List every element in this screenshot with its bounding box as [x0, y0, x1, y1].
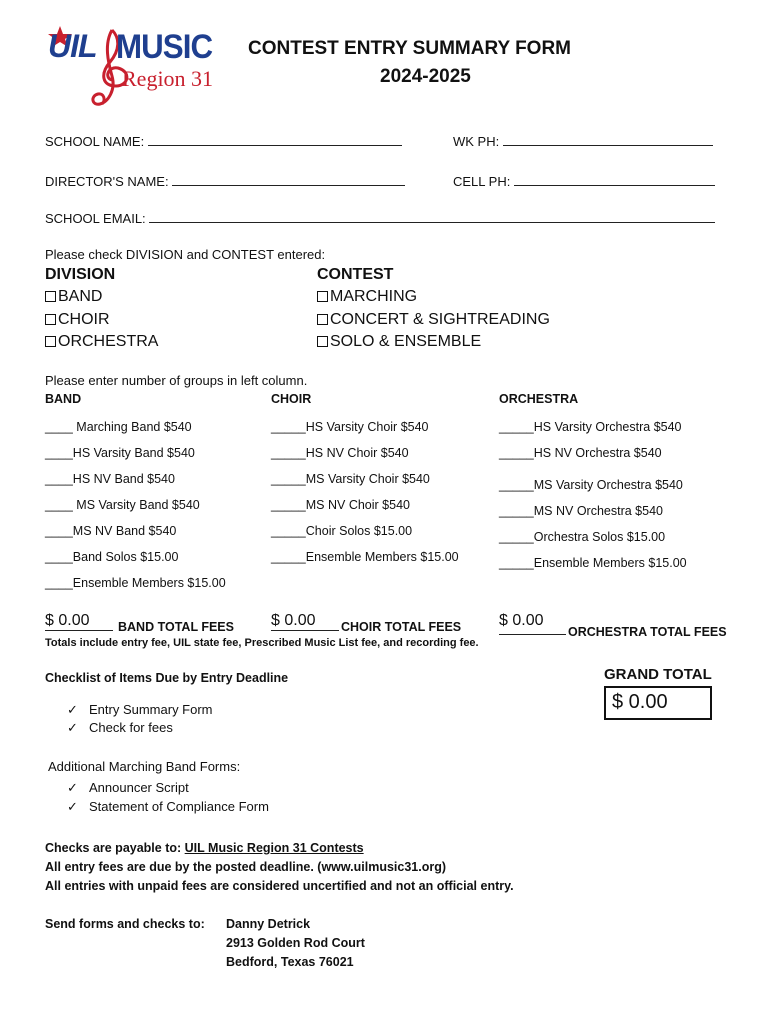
cell-ph-row: [453, 173, 715, 189]
division-option-band[interactable]: [45, 287, 102, 307]
checkbox[interactable]: [317, 314, 328, 325]
division-heading: DIVISION: [45, 266, 116, 283]
directors-name-input[interactable]: [172, 173, 405, 186]
school-email-row: [45, 210, 715, 226]
orchestra-fee-item[interactable]: _____Ensemble Members $15.00: [499, 556, 687, 570]
division-option-orchestra[interactable]: [45, 332, 158, 352]
band-fee-item[interactable]: ____Band Solos $15.00: [45, 550, 179, 564]
band-total-field[interactable]: [45, 612, 113, 631]
band-fee-item[interactable]: ____MS NV Band $540: [45, 524, 177, 538]
band-total-label: BAND TOTAL FEES: [118, 620, 234, 634]
school-email-label: SCHOOL EMAIL:: [45, 211, 146, 226]
send-to-label: Send forms and checks to:: [45, 917, 205, 931]
orchestra-total-value: $ 0.00: [499, 612, 544, 629]
checklist-item-label: Entry Summary Form: [89, 702, 213, 717]
uil-music-logo: [46, 24, 214, 116]
totals-note: Totals include entry fee, UIL state fee, Prescribed Music List fee, and recording fee.: [45, 637, 479, 649]
checks-payee: UIL Music Region 31 Contests: [184, 841, 364, 855]
contest-option-marching[interactable]: [317, 287, 417, 307]
wk-ph-label: WK PH:: [453, 134, 500, 149]
division-option-choir[interactable]: [45, 310, 110, 330]
page-title: CONTEST ENTRY SUMMARY FORM: [248, 38, 572, 59]
wk-ph-row: [453, 133, 713, 149]
send-to-city: Bedford, Texas 76021: [226, 955, 354, 969]
cell-ph-label: CELL PH:: [453, 174, 511, 189]
marching-form-item: [67, 799, 269, 815]
marching-form-item: [67, 780, 189, 796]
band-fee-item[interactable]: ____Ensemble Members $15.00: [45, 576, 226, 590]
division-option-label: BAND: [58, 288, 103, 305]
school-name-label: SCHOOL NAME:: [45, 134, 145, 149]
marching-form-label: Statement of Compliance Form: [89, 799, 269, 814]
logo-region: Region 31: [122, 66, 214, 91]
checkmark-icon: ✓: [67, 799, 78, 814]
checkbox[interactable]: [45, 291, 56, 302]
contest-option-label: CONCERT & SIGHTREADING: [330, 311, 550, 328]
checklist-item-label: Check for fees: [89, 720, 173, 735]
checks-payable-prefix: Checks are payable to:: [45, 841, 185, 855]
deadline-note: All entry fees are due by the posted deadline. (www.uilmusic31.org): [45, 860, 447, 874]
choir-fee-item[interactable]: _____HS Varsity Choir $540: [271, 420, 429, 434]
page-year: 2024-2025: [380, 66, 471, 87]
orchestra-fee-item[interactable]: _____Orchestra Solos $15.00: [499, 530, 666, 544]
contest-option-concert[interactable]: [317, 310, 550, 330]
orchestra-total-label: ORCHESTRA TOTAL FEES: [568, 625, 727, 639]
grand-total-box[interactable]: [604, 686, 712, 720]
send-to-street: 2913 Golden Rod Court: [226, 936, 365, 950]
checkbox[interactable]: [45, 314, 56, 325]
marching-form-label: Announcer Script: [89, 780, 189, 795]
choir-fee-item[interactable]: _____MS NV Choir $540: [271, 498, 410, 512]
orchestra-fee-item[interactable]: _____MS NV Orchestra $540: [499, 504, 663, 518]
contest-option-solo[interactable]: [317, 332, 481, 352]
band-fee-item[interactable]: ____ MS Varsity Band $540: [45, 498, 200, 512]
band-fee-item[interactable]: ____HS Varsity Band $540: [45, 446, 195, 460]
orchestra-total-field[interactable]: [499, 612, 566, 635]
grand-total-value: $ 0.00: [612, 691, 668, 713]
checklist-heading: Checklist of Items Due by Entry Deadline: [45, 671, 289, 685]
checkmark-icon: ✓: [67, 780, 78, 795]
checkmark-icon: ✓: [67, 702, 78, 717]
choir-heading: CHOIR: [271, 392, 312, 406]
checklist-item: [67, 720, 173, 736]
contest-heading: CONTEST: [317, 266, 394, 283]
school-name-input[interactable]: [148, 133, 402, 146]
contest-option-label: MARCHING: [330, 288, 418, 305]
choir-total-value: $ 0.00: [271, 612, 316, 629]
orchestra-fee-item[interactable]: _____HS NV Orchestra $540: [499, 446, 662, 460]
cell-ph-input[interactable]: [514, 173, 715, 186]
school-name-row: [45, 133, 402, 149]
orchestra-heading: ORCHESTRA: [499, 392, 579, 406]
choir-total-label: CHOIR TOTAL FEES: [341, 620, 462, 634]
band-fee-item[interactable]: ____ Marching Band $540: [45, 420, 192, 434]
directors-name-row: [45, 173, 405, 189]
choir-fee-item[interactable]: _____Choir Solos $15.00: [271, 524, 413, 538]
choir-fee-item[interactable]: _____Ensemble Members $15.00: [271, 550, 459, 564]
checkbox[interactable]: [317, 291, 328, 302]
unpaid-note: All entries with unpaid fees are considered uncertified and not an official entry.: [45, 879, 514, 893]
marching-forms-heading: Additional Marching Band Forms:: [48, 759, 241, 774]
send-to-name: Danny Detrick: [226, 917, 311, 931]
band-heading: BAND: [45, 392, 82, 406]
school-email-input[interactable]: [149, 210, 715, 223]
directors-name-label: DIRECTOR'S NAME:: [45, 174, 169, 189]
choir-total-field[interactable]: [271, 612, 339, 631]
band-fee-item[interactable]: ____HS NV Band $540: [45, 472, 175, 486]
grand-total-label: GRAND TOTAL: [604, 666, 712, 683]
logo-music: MUSIC: [116, 28, 213, 66]
band-total-value: $ 0.00: [45, 612, 90, 629]
check-division-instruction: Please check DIVISION and CONTEST entered:: [45, 247, 326, 262]
contest-option-label: SOLO & ENSEMBLE: [330, 333, 482, 350]
enter-groups-instruction: Please enter number of groups in left column.: [45, 373, 308, 388]
checklist-item: [67, 702, 213, 718]
choir-fee-item[interactable]: _____MS Varsity Choir $540: [271, 472, 430, 486]
checkmark-icon: ✓: [67, 720, 78, 735]
division-option-label: CHOIR: [58, 311, 110, 328]
checkbox[interactable]: [45, 336, 56, 347]
checks-payable-line: [45, 841, 364, 855]
logo-uil: UIL: [48, 28, 97, 64]
orchestra-fee-item[interactable]: _____MS Varsity Orchestra $540: [499, 478, 683, 492]
orchestra-fee-item[interactable]: _____HS Varsity Orchestra $540: [499, 420, 682, 434]
wk-ph-input[interactable]: [503, 133, 713, 146]
division-option-label: ORCHESTRA: [58, 333, 159, 350]
choir-fee-item[interactable]: _____HS NV Choir $540: [271, 446, 409, 460]
checkbox[interactable]: [317, 336, 328, 347]
